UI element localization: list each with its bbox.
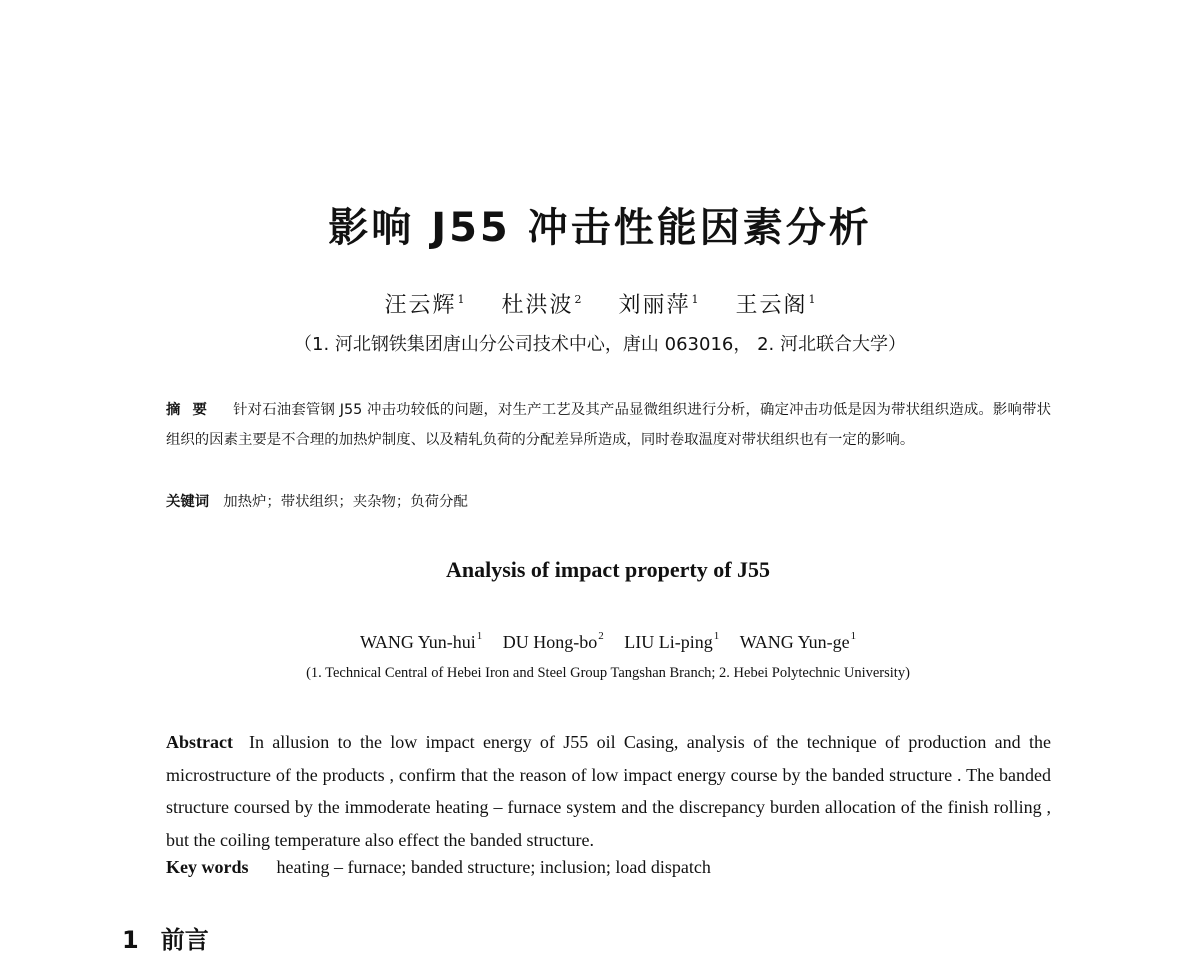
chinese-author: 汪云辉$^1$ bbox=[384, 293, 465, 318]
english-keywords-label: Key words bbox=[166, 857, 249, 877]
section-heading bbox=[122, 920, 209, 955]
english-author: WANG Yun-hui$^1$ bbox=[359, 630, 483, 652]
chinese-author: 杜洪波$^2$ bbox=[501, 293, 582, 318]
english-title: Analysis of impact property of J55 bbox=[445, 557, 771, 582]
chinese-keywords-text: 加热炉；带状组织；夹杂物；负荷分配 bbox=[223, 494, 468, 510]
english-authors bbox=[0, 630, 1200, 653]
english-abstract-label: Abstract bbox=[166, 732, 233, 752]
english-keywords bbox=[166, 857, 1051, 878]
section-number: 1 bbox=[122, 926, 139, 954]
english-keywords-text: heating – furnace; banded structure; inclusion; load dispatch bbox=[276, 857, 711, 877]
english-author: LIU Li-ping$^1$ bbox=[624, 630, 720, 652]
english-author: WANG Yun-$ge^1$ bbox=[739, 630, 857, 652]
chinese-abstract-label: 摘要 bbox=[166, 402, 220, 418]
chinese-abstract-text: 针对石油套管钢 J55 冲击功较低的问题，对生产工艺及其产品显微组织进行分析，确定冲击功低是因为带状组织造成。影响带状组织的因素主要是不合理的加热炉制度、以及精轧负荷的分配差异所造成，同时卷取温度对带状组织也有一定的影响。 bbox=[166, 402, 1051, 448]
chinese-keywords-label: 关键词 bbox=[166, 494, 210, 510]
chinese-affiliation: （1. 河北钢铁集团唐山分公司技术中心，唐山 063016， 2. 河北联合大学） bbox=[294, 334, 906, 355]
chinese-abstract bbox=[166, 395, 1051, 455]
english-affiliation: (1. Technical Central of Hebei Iron and Steel Group Tangshan Branch; 2. Hebei Polytechnic University) bbox=[306, 665, 910, 681]
chinese-author: 王云阁$^1$ bbox=[735, 293, 816, 318]
section-title: 前言 bbox=[160, 926, 209, 954]
chinese-title: 影响 J55 冲击性能因素分析 bbox=[328, 205, 872, 251]
chinese-keywords bbox=[166, 490, 1051, 511]
english-abstract-text: In allusion to the low impact energy of J55 oil Casing, analysis of the technique of production and the microstructure of the products , confirm that the reason of low impact energy course by the banded structure . The banded structure coursed by the immoderate heating – furnace system and the discrepancy burden allocation of the finish rolling , but the coiling temperature also effect the banded structure. bbox=[166, 732, 1051, 850]
english-abstract bbox=[166, 726, 1051, 856]
english-author: DU Hong-$bo^2$ bbox=[502, 630, 604, 652]
chinese-authors bbox=[0, 288, 1200, 319]
chinese-author: 刘丽萍$^1$ bbox=[618, 293, 699, 318]
